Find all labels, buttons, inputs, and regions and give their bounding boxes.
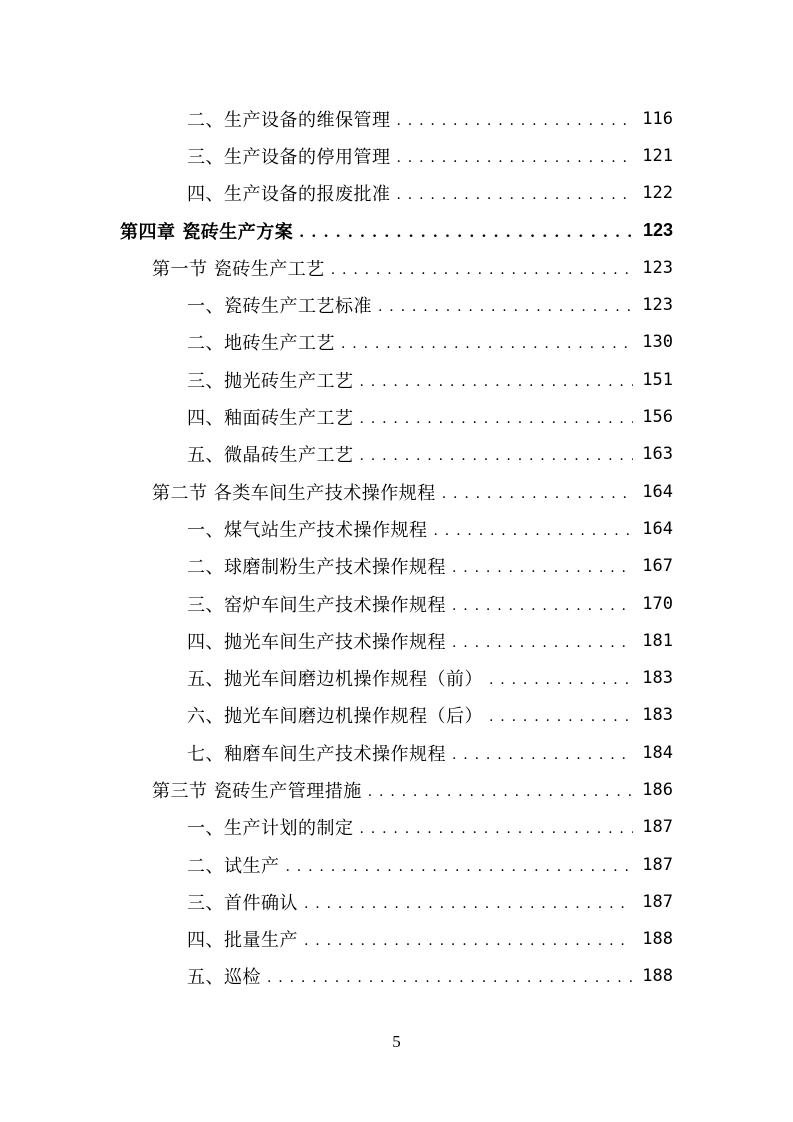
toc-entry-page-number: 130	[642, 332, 673, 353]
toc-dot-leader	[286, 860, 634, 878]
toc-dot-leader	[267, 971, 633, 989]
toc-entry-title: 四、抛光车间生产技术操作规程	[187, 631, 446, 653]
toc-subsection-entry[interactable]	[0, 324, 793, 361]
toc-entry-title: 四、釉面砖生产工艺	[187, 408, 354, 430]
toc-entry-title: 三、首件确认	[187, 892, 298, 914]
toc-entry-page-number: 116	[642, 108, 673, 129]
toc-section-entry[interactable]	[0, 473, 793, 510]
toc-entry-page-number: 181	[642, 630, 673, 651]
toc-dot-leader	[360, 822, 634, 840]
toc-entry-title: 二、生产设备的维保管理	[187, 109, 391, 131]
toc-dot-leader	[304, 934, 633, 952]
toc-entry-title: 一、瓷砖生产工艺标准	[187, 296, 372, 318]
toc-subsection-entry[interactable]	[0, 958, 793, 995]
toc-dot-leader	[368, 785, 633, 803]
toc-dot-leader	[360, 449, 634, 467]
toc-entry-title: 四、生产设备的报废批准	[187, 184, 391, 206]
toc-dot-leader	[452, 561, 633, 579]
toc-entry-page-number: 164	[642, 481, 673, 502]
toc-entry-title: 第三节 瓷砖生产管理措施	[152, 780, 362, 802]
toc-entry-page-number: 164	[642, 518, 673, 539]
toc-entry-page-number: 187	[642, 854, 673, 875]
toc-entry-page-number: 183	[642, 668, 673, 689]
toc-dot-leader	[442, 487, 633, 505]
toc-entry-title: 七、釉磨车间生产技术操作规程	[187, 743, 446, 765]
toc-subsection-entry[interactable]	[0, 659, 793, 696]
toc-section-entry[interactable]	[0, 771, 793, 808]
toc-entry-title: 一、生产计划的制定	[187, 818, 354, 840]
toc-dot-leader	[452, 636, 633, 654]
toc-dot-leader	[452, 748, 633, 766]
toc-subsection-entry[interactable]	[0, 697, 793, 734]
toc-entry-page-number: 156	[642, 407, 673, 428]
toc-entry-page-number: 187	[642, 817, 673, 838]
toc-subsection-entry[interactable]	[0, 361, 793, 398]
toc-entry-title: 四、批量生产	[187, 930, 298, 952]
toc-entry-title: 第二节 各类车间生产技术操作规程	[152, 482, 436, 504]
toc-dot-leader	[341, 337, 633, 355]
toc-subsection-entry[interactable]	[0, 921, 793, 958]
toc-dot-leader	[397, 151, 634, 169]
toc-entry-page-number: 121	[642, 145, 673, 166]
toc-subsection-entry[interactable]	[0, 622, 793, 659]
toc-dot-leader	[299, 226, 633, 244]
toc-chapter-entry[interactable]	[0, 212, 793, 249]
toc-entry-title: 六、抛光车间磨边机操作规程（后）	[187, 706, 483, 728]
toc-entry-page-number: 188	[642, 966, 673, 987]
toc-dot-leader	[378, 300, 633, 318]
toc-dot-leader	[304, 897, 633, 915]
toc-entry-page-number: 167	[642, 556, 673, 577]
toc-dot-leader	[434, 524, 634, 542]
toc-entry-page-number: 123	[642, 295, 673, 316]
toc-entry-page-number: 123	[642, 257, 673, 278]
toc-subsection-entry[interactable]	[0, 175, 793, 212]
toc-dot-leader	[397, 114, 634, 132]
toc-entry-title: 五、抛光车间磨边机操作规程（前）	[187, 669, 483, 691]
toc-subsection-entry[interactable]	[0, 734, 793, 771]
toc-dot-leader	[360, 412, 634, 430]
toc-entry-page-number: 188	[642, 929, 673, 950]
toc-dot-leader	[489, 710, 633, 728]
toc-entry-title: 三、窑炉车间生产技术操作规程	[187, 594, 446, 616]
toc-entry-title: 二、球磨制粉生产技术操作规程	[187, 557, 446, 579]
toc-entry-title: 三、抛光砖生产工艺	[187, 370, 354, 392]
toc-dot-leader	[331, 263, 633, 281]
toc-entry-title: 三、生产设备的停用管理	[187, 146, 391, 168]
toc-dot-leader	[397, 188, 634, 206]
toc-subsection-entry[interactable]	[0, 585, 793, 622]
toc-entry-page-number: 123	[642, 220, 673, 241]
toc-subsection-entry[interactable]	[0, 846, 793, 883]
toc-dot-leader	[360, 375, 634, 393]
toc-entry-page-number: 122	[642, 183, 673, 204]
toc-entry-title: 二、试生产	[187, 855, 280, 877]
toc-entry-page-number: 151	[642, 369, 673, 390]
toc-subsection-entry[interactable]	[0, 137, 793, 174]
toc-entry-page-number: 187	[642, 891, 673, 912]
table-of-contents	[0, 100, 793, 995]
toc-subsection-entry[interactable]	[0, 100, 793, 137]
toc-entry-title: 第四章 瓷砖生产方案	[120, 221, 294, 243]
toc-entry-title: 一、煤气站生产技术操作规程	[187, 519, 428, 541]
toc-entry-title: 二、地砖生产工艺	[187, 333, 335, 355]
toc-dot-leader	[489, 673, 633, 691]
toc-entry-page-number: 183	[642, 705, 673, 726]
page-number: 5	[392, 1032, 401, 1051]
toc-subsection-entry[interactable]	[0, 883, 793, 920]
toc-subsection-entry[interactable]	[0, 398, 793, 435]
toc-subsection-entry[interactable]	[0, 809, 793, 846]
toc-subsection-entry[interactable]	[0, 510, 793, 547]
toc-entry-page-number: 184	[642, 742, 673, 763]
toc-entry-title: 五、巡检	[187, 967, 261, 989]
toc-subsection-entry[interactable]	[0, 286, 793, 323]
toc-dot-leader	[452, 599, 633, 617]
toc-entry-page-number: 186	[642, 779, 673, 800]
toc-subsection-entry[interactable]	[0, 436, 793, 473]
toc-entry-title: 第一节 瓷砖生产工艺	[152, 258, 325, 280]
toc-section-entry[interactable]	[0, 249, 793, 286]
toc-entry-title: 五、微晶砖生产工艺	[187, 445, 354, 467]
toc-entry-page-number: 170	[642, 593, 673, 614]
toc-entry-page-number: 163	[642, 444, 673, 465]
toc-subsection-entry[interactable]	[0, 548, 793, 585]
